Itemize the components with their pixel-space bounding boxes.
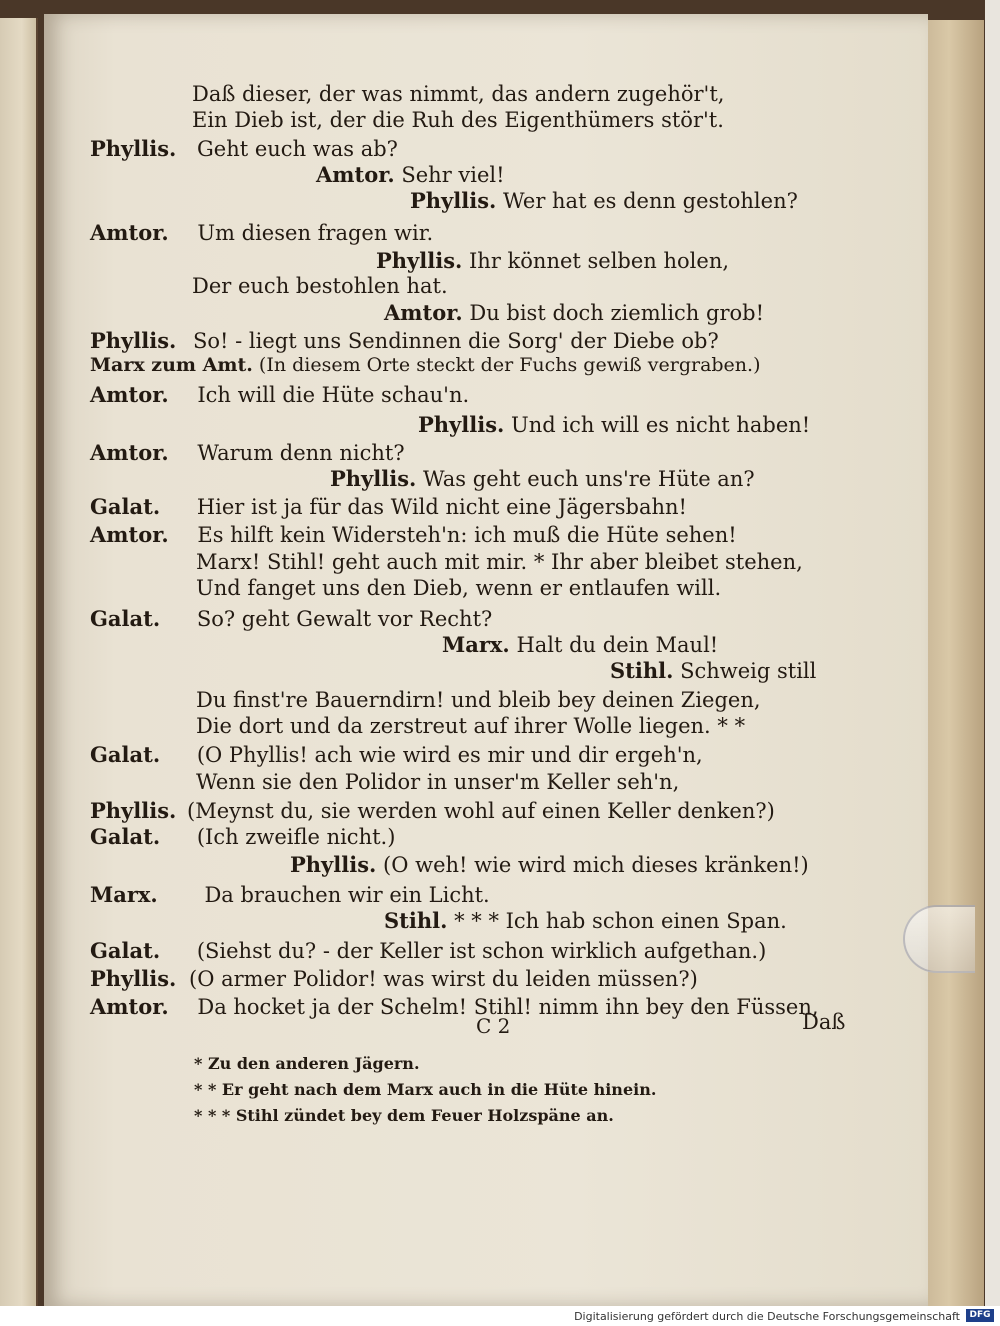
- speaker: Stihl.: [610, 658, 674, 683]
- text-line: Galat. Hier ist ja für das Wild nicht eine Jägersbahn!: [90, 494, 687, 519]
- speaker: Marx.: [442, 632, 510, 657]
- text-line: Galat. (Ich zweifle nicht.): [90, 824, 396, 849]
- catchword: Daß: [802, 1010, 846, 1034]
- text-line: Phyllis. Geht euch was ab?: [90, 136, 398, 161]
- speaker: Amtor.: [90, 994, 169, 1019]
- speaker: Phyllis.: [90, 966, 177, 991]
- speaker: Amtor.: [90, 382, 169, 407]
- text-line: Amtor. Warum denn nicht?: [90, 440, 405, 465]
- speaker: Galat.: [90, 742, 161, 767]
- speaker: Galat.: [90, 938, 161, 963]
- book-page: [44, 14, 928, 1306]
- footnote: * * * Stihl zündet bey dem Feuer Holzspäne an.: [194, 1106, 614, 1125]
- speaker: Amtor.: [384, 300, 463, 325]
- text-line: Marx. Halt du dein Maul!: [442, 632, 719, 657]
- page-edge-strip: [925, 20, 984, 1306]
- speaker: Amtor.: [90, 440, 169, 465]
- text-line: Phyllis. Wer hat es denn gestohlen?: [410, 188, 798, 213]
- speaker: Galat.: [90, 606, 161, 631]
- text-line: Galat. (Siehst du? - der Keller ist schon wirklich aufgethan.): [90, 938, 767, 963]
- footnote: * * Er geht nach dem Marx auch in die Hüte hinein.: [194, 1080, 657, 1099]
- text-line: Marx. Da brauchen wir ein Licht.: [90, 882, 490, 907]
- speaker: Galat.: [90, 494, 161, 519]
- speaker: Marx.: [90, 882, 158, 907]
- left-page-edge: [0, 18, 38, 1308]
- speaker: Phyllis.: [410, 188, 497, 213]
- text-line: Phyllis. Ihr könnet selben holen,: [376, 248, 730, 273]
- speaker: Marx zum Amt.: [90, 354, 253, 376]
- speaker: Phyllis.: [330, 466, 417, 491]
- text-line: Amtor. Da hocket ja der Schelm! Stihl! nimm ihn bey den Füssen,: [90, 994, 819, 1019]
- speaker: Phyllis.: [90, 798, 177, 823]
- speaker: Phyllis.: [290, 852, 377, 877]
- text-line: Und fanget uns den Dieb, wenn er entlaufen will.: [196, 576, 722, 600]
- speaker: Amtor.: [90, 220, 169, 245]
- text-line: Phyllis. (O armer Polidor! was wirst du leiden müssen?): [90, 966, 698, 991]
- text-line: Du finst're Bauerndirn! und bleib bey deinen Ziegen,: [196, 688, 761, 712]
- text-line: Stihl. Schweig still: [610, 658, 817, 683]
- text-line: Ein Dieb ist, der die Ruh des Eigenthümers stör't.: [192, 108, 724, 132]
- text-line: Galat. (O Phyllis! ach wie wird es mir und dir ergeh'n,: [90, 742, 703, 767]
- text-line: Amtor. Sehr viel!: [316, 162, 505, 187]
- speaker: Galat.: [90, 824, 161, 849]
- signature-mark: C 2: [476, 1014, 511, 1038]
- text-line: Phyllis. Was geht euch uns're Hüte an?: [330, 466, 755, 491]
- speaker: Phyllis.: [90, 136, 177, 161]
- text-line: Amtor. Ich will die Hüte schau'n.: [90, 382, 470, 407]
- text-line: Stihl. * * * Ich hab schon einen Span.: [384, 908, 787, 933]
- text-line: Phyllis. Und ich will es nicht haben!: [418, 412, 811, 437]
- dfg-logo: DFG: [966, 1309, 994, 1322]
- speaker: Phyllis.: [90, 328, 177, 353]
- text-line: Die dort und da zerstreut auf ihrer Wolle liegen. * *: [196, 714, 746, 738]
- speaker: Amtor.: [90, 522, 169, 547]
- speaker: Phyllis.: [418, 412, 505, 437]
- text-line: Phyllis. (O weh! wie wird mich dieses kränken!): [290, 852, 809, 877]
- text-line: Daß dieser, der was nimmt, das andern zugehör't,: [192, 82, 725, 106]
- speaker: Phyllis.: [376, 248, 463, 273]
- text-line: Wenn sie den Polidor in unser'm Keller seh'n,: [196, 770, 680, 794]
- text-line: Phyllis. (Meynst du, sie werden wohl auf einen Keller denken?): [90, 798, 775, 823]
- text-line: Amtor. Es hilft kein Widersteh'n: ich muß die Hüte sehen!: [90, 522, 737, 547]
- text-line: Der euch bestohlen hat.: [192, 274, 448, 298]
- scanner-clip: [903, 905, 975, 973]
- text-line: Phyllis. So! - liegt uns Sendinnen die Sorg' der Diebe ob?: [90, 328, 719, 353]
- footnote: * Zu den anderen Jägern.: [194, 1054, 420, 1073]
- text-line: Amtor. Du bist doch ziemlich grob!: [384, 300, 765, 325]
- funding-credit: Digitalisierung gefördert durch die Deutsche Forschungsgemeinschaft: [574, 1310, 960, 1323]
- text-line: Galat. So? geht Gewalt vor Recht?: [90, 606, 493, 631]
- text-line: Amtor. Um diesen fragen wir.: [90, 220, 434, 245]
- speaker: Stihl.: [384, 908, 448, 933]
- text-line: Marx zum Amt. (In diesem Orte steckt der Fuchs gewiß vergraben.): [90, 354, 761, 376]
- text-line: Marx! Stihl! geht auch mit mir. * Ihr aber bleibet stehen,: [196, 550, 803, 574]
- speaker: Amtor.: [316, 162, 395, 187]
